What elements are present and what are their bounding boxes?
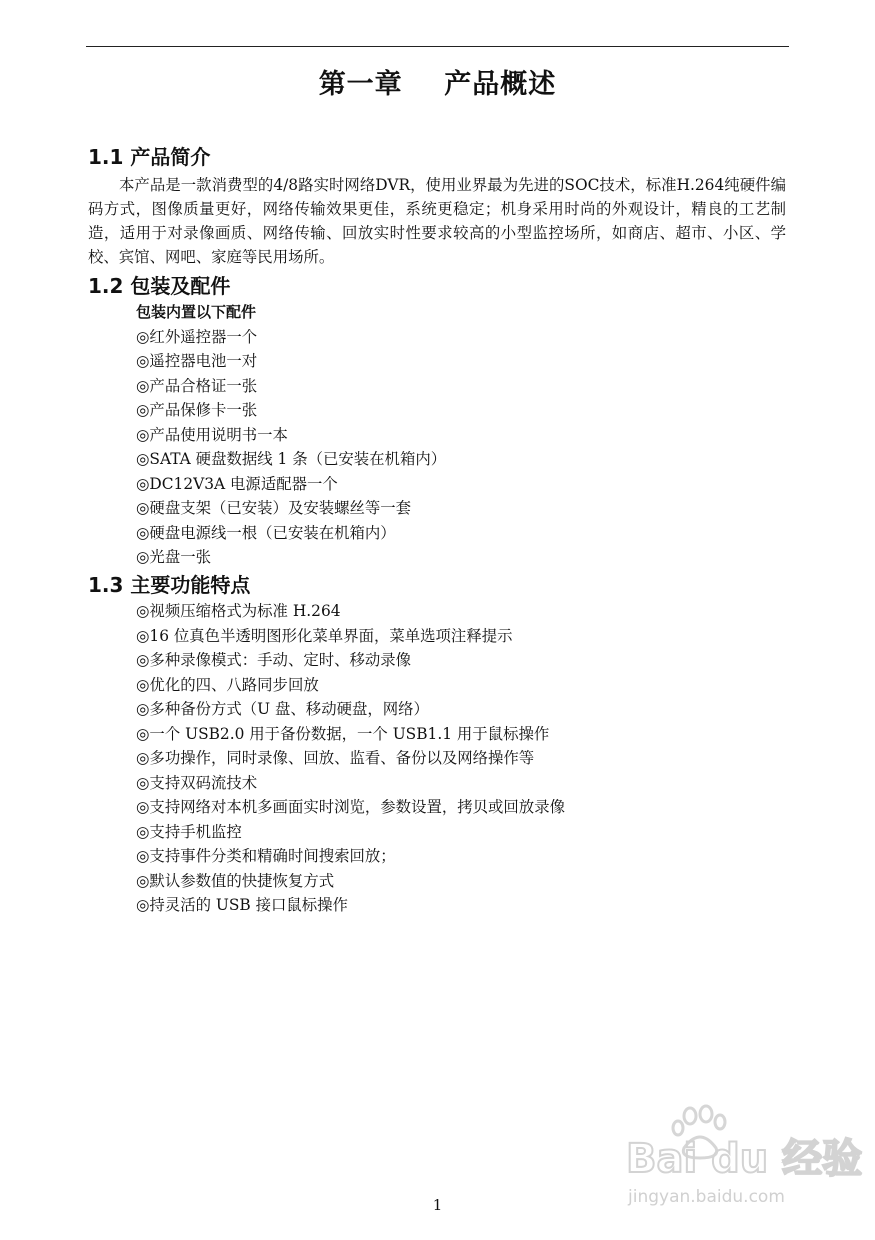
list-item: ◎红外遥控器一个 [136, 327, 258, 346]
list-item: ◎产品合格证一张 [136, 376, 258, 395]
accessories-subheading: 包装内置以下配件 [136, 303, 257, 321]
list-item: ◎支持事件分类和精确时间搜索回放； [136, 847, 396, 865]
list-item: ◎遥控器电池一对 [136, 352, 258, 370]
list-item: ◎支持手机监控 [136, 822, 242, 841]
list-item: ◎产品保修卡一张 [136, 401, 258, 419]
list-item: ◎16 位真色半透明图形化菜单界面，菜单选项注释提示 [136, 626, 513, 645]
list-item: ◎默认参数值的快捷恢复方式 [136, 871, 335, 890]
section-heading-1-3: 1.3 主要功能特点 [88, 573, 251, 597]
header-rule [86, 46, 789, 47]
list-item: ◎视频压缩格式为标准 H.264 [136, 602, 341, 620]
section-1-1-paragraph: 本产品是一款消费型的4/8路实时网络DVR，使用业界最为先进的SOC技术，标准H.264纯硬件编码方式，图像质量更好，网络传输效果更佳，系统更稳定；机身采用时尚的外观设计，精良的工艺制造，适用于对录像画质、网络传输、回放实时性要求较高的小型监控场所，如商店、超市、小区、学校、宾馆、网吧、家庭等民用场所。 [88, 176, 786, 266]
list-item: ◎硬盘电源线一根（已安装在机箱内） [136, 523, 396, 542]
list-item: ◎支持网络对本机多画面实时浏览，参数设置，拷贝或回放录像 [136, 798, 565, 816]
chapter-title: 第一章 产品概述 [318, 69, 557, 100]
accessories-list [136, 300, 446, 570]
section-heading-1-2: 1.2 包装及配件 [88, 274, 231, 298]
list-item: ◎支持双码流技术 [136, 773, 258, 792]
list-item: ◎SATA 硬盘数据线 1 条（已安装在机箱内） [136, 450, 447, 468]
list-item: ◎持灵活的 USB 接口鼠标操作 [136, 896, 348, 914]
list-item: ◎优化的四、八路同步回放 [136, 675, 319, 694]
list-item: ◎产品使用说明书一本 [136, 425, 288, 444]
list-item: ◎多功操作，同时录像、回放、监看、备份以及网络操作等 [136, 749, 535, 767]
features-list [136, 599, 565, 918]
list-item: ◎硬盘支架（已安装）及安装螺丝等一套 [136, 499, 412, 517]
list-item: ◎DC12V3A 电源适配器一个 [136, 474, 338, 493]
watermark-url-text: jingyan.baidu.com [628, 1187, 785, 1207]
list-item: ◎多种录像模式：手动、定时、移动录像 [136, 651, 412, 669]
watermark-logo-text: Bai du 经验 [626, 1136, 863, 1182]
section-heading-1-1: 1.1 产品简介 [88, 145, 211, 169]
list-item: ◎光盘一张 [136, 548, 211, 566]
page-number: 1 [432, 1196, 443, 1214]
list-item: ◎一个 USB2.0 用于备份数据，一个 USB1.1 用于鼠标操作 [136, 724, 550, 743]
list-item: ◎多种备份方式（U 盘、移动硬盘，网络） [136, 700, 429, 718]
